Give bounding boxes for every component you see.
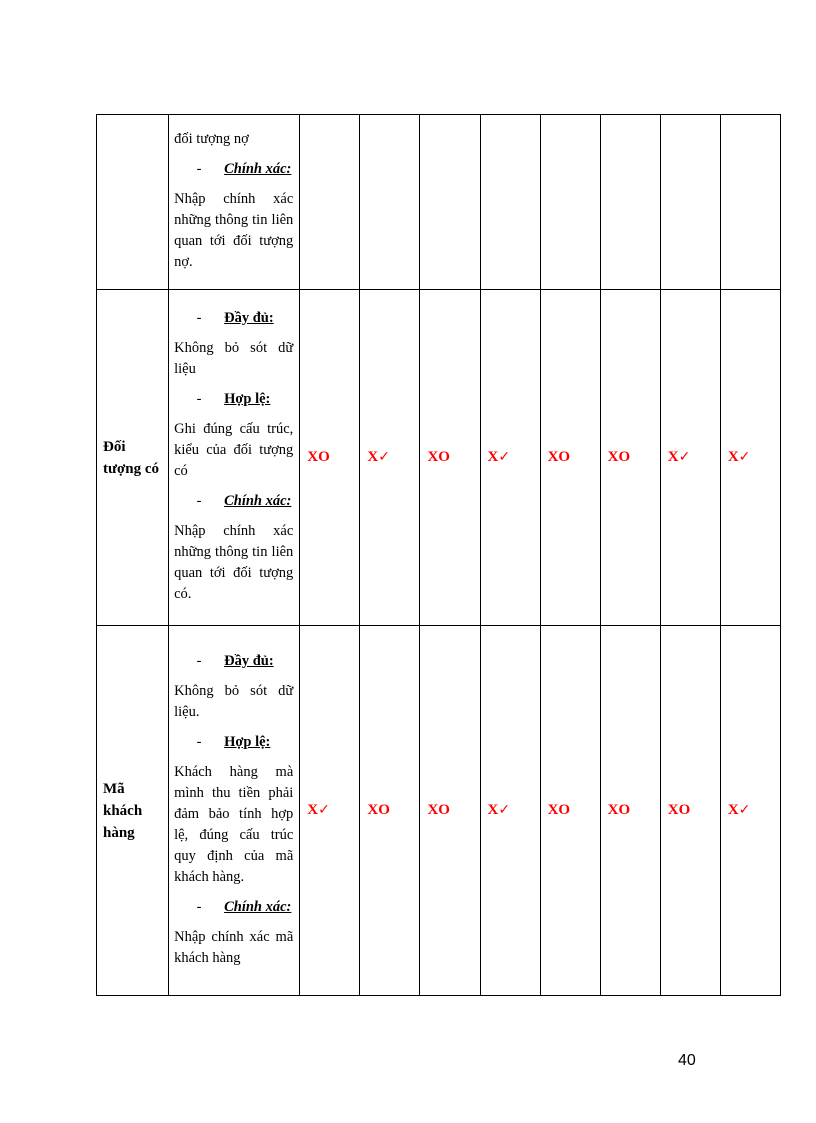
mark-cell: XO [540, 290, 600, 626]
table-row [97, 115, 781, 290]
mark-cell: X✓ [480, 290, 540, 626]
mark-cell: X✓ [480, 626, 540, 996]
requirement-text: Khách hàng mà mình thu tiền phải đảm bảo tính hợp lệ, đúng cấu trúc quy định của mã khách hàng. [174, 763, 294, 885]
check-icon: ✓ [738, 802, 751, 818]
mark-cell: XO [420, 290, 480, 626]
mark-cell: XO [300, 290, 360, 626]
dash-bullet-icon: - [196, 310, 202, 326]
requirement-text: Nhập chính xác mã khách hàng [174, 928, 294, 966]
requirement-text: Nhập chính xác những thông tin liên quan tới đối tượng có. [174, 523, 294, 602]
mark-cell: X✓ [300, 626, 360, 996]
mark-cell [540, 115, 600, 290]
dash-bullet-icon: - [196, 161, 202, 177]
requirement-title: Chính xác: [224, 161, 292, 177]
mark-cell [600, 115, 660, 290]
check-icon: ✓ [318, 802, 330, 818]
mark-cell: X✓ [360, 290, 420, 626]
mark-cell [420, 115, 480, 290]
field-name-cell: Đối tượng có [97, 290, 169, 626]
mark-cell: XO [600, 626, 660, 996]
check-icon: ✓ [738, 449, 751, 465]
mark-cell: XO [360, 626, 420, 996]
mark-cell: X✓ [720, 290, 780, 626]
table-row [97, 290, 781, 626]
requirement-text: Không bỏ sót dữ liệu. [174, 682, 294, 720]
requirement-cell [169, 626, 300, 996]
dash-bullet-icon: - [196, 652, 202, 669]
requirement-text: Nhập chính xác những thông tin liên quan tới đối tượng nợ. [174, 191, 294, 270]
requirement-bullet [174, 389, 293, 410]
requirement-title: Chính xác: [224, 493, 292, 509]
requirement-cell [169, 115, 300, 290]
requirement-title: Hợp lệ: [224, 733, 271, 750]
requirement-text: Không bỏ sót dữ liệu [174, 340, 294, 377]
dash-bullet-icon: - [196, 391, 202, 407]
requirement-bullet [174, 491, 293, 512]
criteria-table-body [97, 115, 781, 996]
mark-cell: XO [660, 626, 720, 996]
field-name-cell [97, 115, 169, 290]
criteria-table [96, 114, 781, 996]
dash-bullet-icon: - [196, 493, 202, 509]
requirement-bullet [174, 308, 293, 329]
requirement-cell [169, 290, 300, 626]
requirement-title: Chính xác: [224, 898, 292, 915]
check-icon: ✓ [378, 449, 390, 465]
requirement-bullet [174, 732, 293, 753]
mark-cell: XO [540, 626, 600, 996]
mark-cell [300, 115, 360, 290]
dash-bullet-icon: - [196, 898, 202, 915]
field-name-cell: Mã khách hàng [97, 626, 169, 996]
mark-cell: X✓ [720, 626, 780, 996]
requirement-title: Đầy đủ: [224, 652, 274, 669]
mark-cell: X✓ [660, 290, 720, 626]
mark-cell [720, 115, 780, 290]
mark-cell [660, 115, 720, 290]
requirement-bullet [174, 651, 293, 672]
mark-cell: XO [600, 290, 660, 626]
check-icon: ✓ [678, 449, 691, 465]
requirement-bullet [174, 159, 293, 180]
dash-bullet-icon: - [196, 733, 202, 750]
requirement-text: Ghi đúng cấu trúc, kiểu của đối tượng có [174, 421, 294, 479]
mark-cell [360, 115, 420, 290]
requirement-title: Hợp lệ: [224, 391, 271, 407]
mark-cell [480, 115, 540, 290]
check-icon: ✓ [498, 449, 511, 465]
requirement-title: Đầy đủ: [224, 310, 274, 326]
page-number: 40 [678, 1052, 696, 1069]
requirement-bullet [174, 897, 293, 918]
check-icon: ✓ [498, 802, 511, 818]
requirement-text: đối tượng nợ [174, 131, 249, 147]
mark-cell: XO [420, 626, 480, 996]
table-row [97, 626, 781, 996]
